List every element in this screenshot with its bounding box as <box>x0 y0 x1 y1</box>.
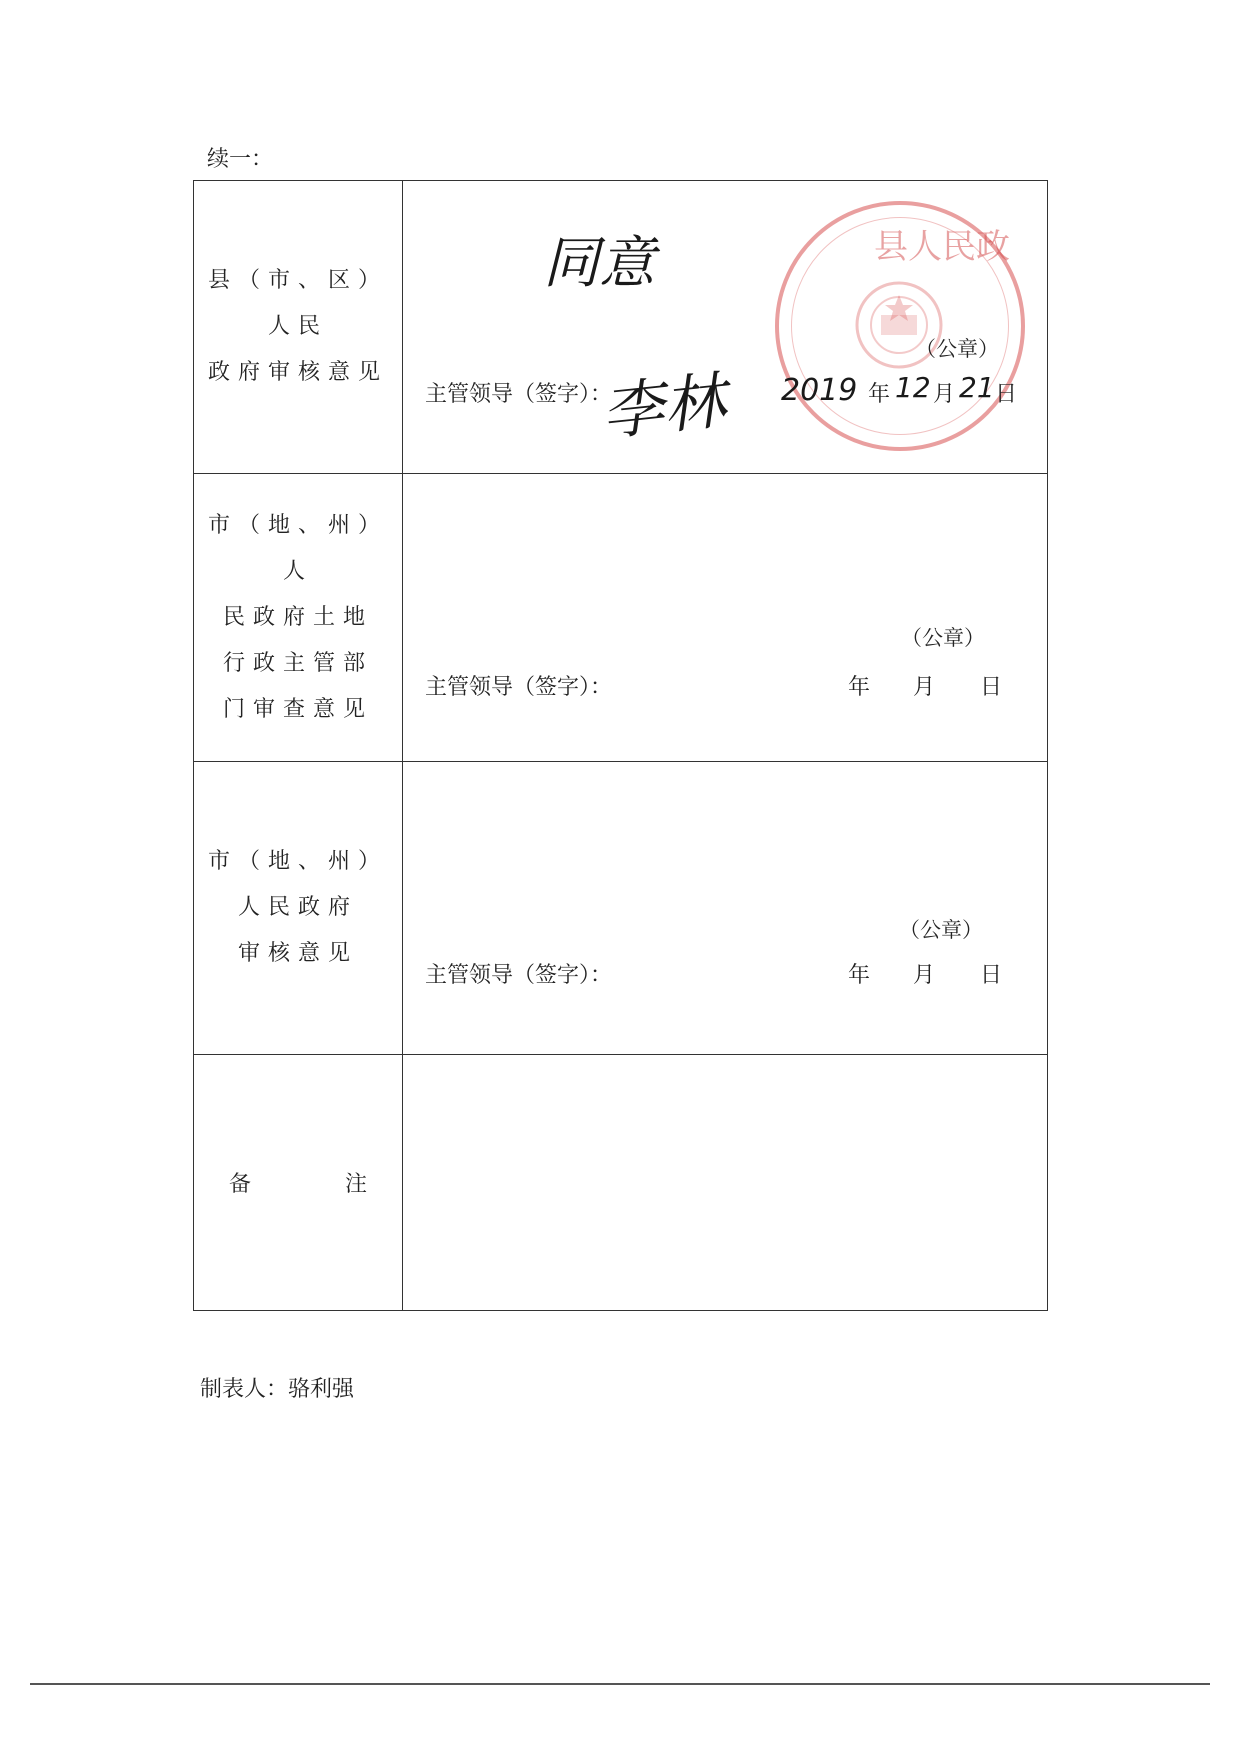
approval-form-table <box>193 180 1048 1311</box>
sign-label: 主管领导（签字）： <box>425 382 613 407</box>
remarks-content-cell <box>403 1055 1048 1311</box>
handwritten-year: 2019 <box>781 373 858 408</box>
continuation-label: 续一： <box>207 147 274 172</box>
county-review-row <box>194 181 1048 474</box>
date-year-label: 年 <box>848 675 871 700</box>
county-review-content-cell <box>403 181 1048 474</box>
seal-label: （公章） <box>901 626 985 650</box>
land-dept-label-cell <box>194 474 403 762</box>
date-day-label: 日 <box>980 675 1003 700</box>
handwritten-month: 12 <box>895 371 931 404</box>
official-seal <box>775 201 1025 451</box>
city-review-label: 市（地、州） 人民政府 审核意见 <box>207 849 388 966</box>
remarks-label-cell <box>194 1055 403 1311</box>
date-month-label: 月 <box>933 382 956 407</box>
form-maker: 制表人：骆利强 <box>200 1377 355 1402</box>
land-dept-content-cell <box>403 474 1048 762</box>
handwritten-day: 21 <box>959 371 995 404</box>
land-dept-label: 市（地、州）人 民政府土地 行政主管部 门审查意见 <box>207 512 388 722</box>
bottom-rule <box>30 1683 1210 1685</box>
date-month-label: 月 <box>913 963 936 988</box>
county-review-label: 县（市、区）人民 政府审核意见 <box>207 268 388 385</box>
sign-label: 主管领导（签字）： <box>425 963 613 988</box>
city-review-row <box>194 762 1048 1055</box>
seal-lettering: 县人民政 <box>874 227 1010 267</box>
city-review-content-cell <box>403 762 1048 1055</box>
national-emblem-icon <box>839 265 959 385</box>
date-day-label: 日 <box>995 382 1018 407</box>
sign-label: 主管领导（签字）： <box>425 675 613 700</box>
remarks-label <box>194 1167 402 1198</box>
remarks-label-right: 注 <box>344 1172 367 1197</box>
land-dept-review-row <box>194 474 1048 762</box>
handwritten-opinion: 同意 <box>543 231 655 296</box>
city-review-label-cell <box>194 762 403 1055</box>
date-day-label: 日 <box>980 963 1003 988</box>
handwritten-signature: 李林 <box>598 363 730 450</box>
date-year-label: 年 <box>848 963 871 988</box>
county-review-label-cell <box>194 181 403 474</box>
remarks-label-left: 备 <box>229 1172 252 1197</box>
date-month-label: 月 <box>913 675 936 700</box>
remarks-row <box>194 1055 1048 1311</box>
seal-label: （公章） <box>899 918 983 942</box>
seal-label: （公章） <box>915 337 999 361</box>
date-year-label: 年 <box>868 382 891 407</box>
